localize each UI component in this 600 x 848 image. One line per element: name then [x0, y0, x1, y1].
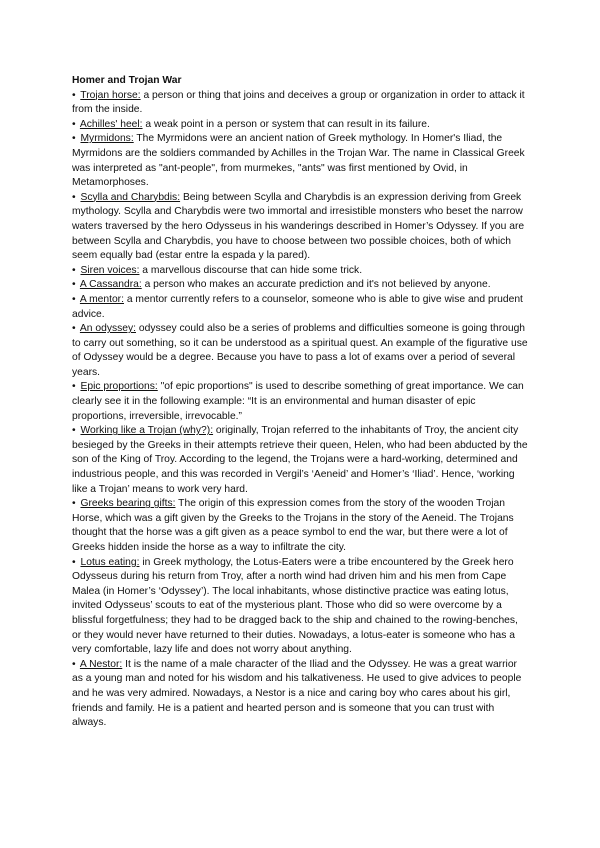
bullet-marker: • [72, 658, 76, 670]
glossary-term: A Cassandra: [79, 279, 142, 291]
glossary-entry [72, 118, 528, 133]
glossary-entry [72, 424, 528, 497]
bullet-marker: • [72, 381, 76, 393]
glossary-definition: a person who makes an accurate prediction and it's not believed by anyone. [141, 279, 491, 291]
glossary-definition: The Myrmidons were an ancient nation of Greek mythology. In Homer's Iliad, the Myrmidons are the soldiers commanded by Achilles in the Trojan War. The name in Classical Greek was interpreted as "ant-people", from murmekes, "ants" was first mentioned by Ovid, in Metamorphoses. [72, 133, 525, 189]
glossary-term: Scylla and Charybdis: [80, 191, 181, 203]
glossary-term: An odyssey: [79, 323, 136, 335]
glossary-term: Achilles' heel: [79, 118, 143, 130]
glossary-definition: The origin of this expression comes from the story of the wooden Trojan Horse, which was a gift given by the Greeks to the Trojans in the story of the Aeneid. The Trojans thought that the horse was a gift given as a peace symbol to end the war, but there were a lot of Greeks hidden inside the horse as a way to infiltrate the city. [72, 498, 514, 553]
bullet-marker: • [72, 498, 76, 510]
glossary-entry [72, 293, 528, 322]
glossary-term: A Nestor: [79, 658, 123, 670]
glossary-definition: a mentor currently refers to a counselor, someone who is able to give wise and prudent advice. [72, 293, 523, 320]
glossary-list [72, 89, 528, 731]
glossary-definition: in Greek mythology, the Lotus-Eaters were a tribe encountered by the Greek hero Odysseus during his return from Troy, after a north wind had driven him and his men from Cape Malea (in Homer’s ‘Odyssey’). The local inhabitants, whose distinctive practice was eating lotus, invited Odysseus’ scouts to eat of the mysterious plant. Those who did so were overcome by a blissful forgetfulness; they had to be dragged back to the ship and chained to the rowing-benches, or they would never have returned to their duties. Nowadays, a lotus-eater is someone who has a very comfortable, lazy life and does not worry about anything. [72, 556, 518, 656]
bullet-marker: • [72, 133, 76, 145]
glossary-definition: Being between Scylla and Charybdis is an expression deriving from Greek mythology. Scylla and Charybdis were two immortal and irresistible monsters who beset the narrow waters traversed by the hero Odysseus in his wanderings described in Homer’s Odyssey. If you are between Scylla and Charybdis, you have to choose between two possible choices, both of which seem equally bad (estar entre la espada y la pared). [72, 191, 525, 262]
bullet-marker: • [72, 293, 76, 305]
bullet-marker: • [72, 556, 76, 568]
glossary-entry [72, 89, 528, 118]
glossary-term: A mentor: [79, 293, 124, 305]
bullet-marker: • [72, 264, 76, 276]
glossary-term: Myrmidons: [80, 133, 134, 145]
bullet-marker: • [72, 89, 76, 101]
glossary-definition: a marvellous discourse that can hide some trick. [139, 264, 363, 276]
glossary-entry [72, 658, 528, 731]
glossary-definition: It is the name of a male character of the Iliad and the Odyssey. He was a great warrior as a young man and noted for his wisdom and his talkativeness. He used to give advices to people and he was very admired. Nowadays, a Nestor is a nice and caring boy who cares about his girl, friends and family. He is a patient and hearted person and is someone that you can trust with always. [72, 658, 522, 729]
bullet-marker: • [72, 279, 76, 291]
glossary-entry [72, 278, 528, 293]
glossary-entry [72, 556, 528, 658]
glossary-entry [72, 497, 528, 555]
bullet-marker: • [72, 323, 76, 335]
glossary-entry [72, 191, 528, 264]
glossary-entry [72, 380, 528, 424]
glossary-term: Siren voices: [80, 264, 140, 276]
glossary-term: Trojan horse: [80, 89, 141, 101]
bullet-marker: • [72, 425, 76, 437]
glossary-definition: originally, Trojan referred to the inhabitants of Troy, the ancient city besieged by the Greeks in their attempts retrieve their queen, Helen, who had been abducted by the son of the King of Troy. According to the legend, the Trojans were a hard-working, determined and industrious people, and this was recorded in Vergil’s ‘Aeneid’ and Homer’s ‘Iliad’. Hence, ‘working like a Trojan’ means to work very hard. [72, 425, 528, 495]
glossary-entry [72, 132, 528, 190]
document-title: Homer and Trojan War [72, 75, 182, 86]
glossary-definition: a weak point in a person or system that can result in its failure. [142, 118, 430, 130]
glossary-definition: "of epic proportions" is used to describe something of great importance. We can clearly see it in the following example: “It is an environmental and human disaster of epic proportions, irreversible, irrevocable.” [72, 381, 524, 422]
bullet-marker: • [72, 191, 76, 203]
glossary-entry [72, 322, 528, 380]
glossary-term: Greeks bearing gifts: [80, 498, 176, 510]
glossary-definition: a person or thing that joins and deceives a group or organization in order to attack it from the inside. [72, 89, 525, 116]
glossary-entry [72, 264, 528, 279]
glossary-term: Working like a Trojan (why?): [80, 425, 214, 437]
glossary-term: Epic proportions: [80, 381, 158, 393]
glossary-term: Lotus eating: [80, 556, 140, 568]
bullet-marker: • [72, 118, 76, 130]
glossary-definition: odyssey could also be a series of problems and difficulties someone is going through to carry out something, so it can be understood as a spiritual quest. An example of the figurative use of Odyssey would be a degree. Because you have to pass a lot of exams over a period of several years. [72, 323, 528, 378]
